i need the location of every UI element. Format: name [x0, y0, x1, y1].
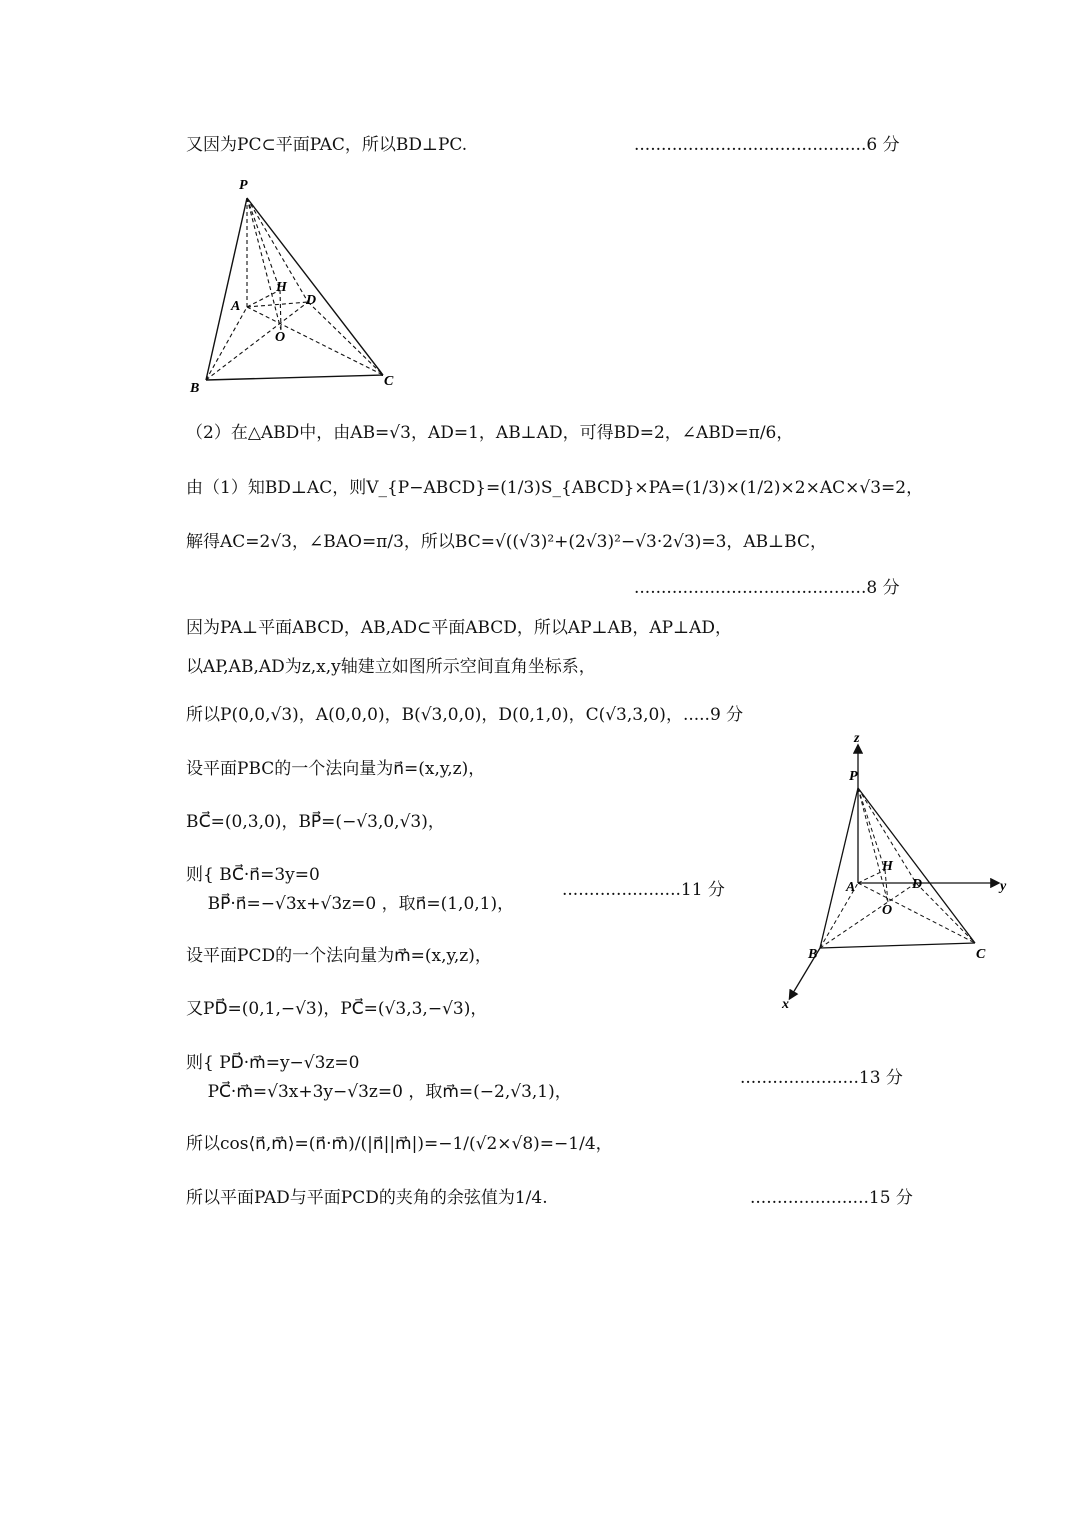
- text-line-3: 由（1）知BD⊥AC，则V_{P−ABCD}=(1/3)S_{ABCD}×PA=(1/3)×(1/2)×2×AC×√3=2，: [186, 478, 924, 498]
- text-line-5: 因为PA⊥平面ABCD，AB,AD⊂平面ABCD，所以AP⊥AB，AP⊥AD，: [186, 618, 732, 638]
- text-line-6: 以AP,AB,AD为z,x,y轴建立如图所示空间直角坐标系，: [186, 657, 596, 677]
- text-line-10b: BP⃗·n⃗=−√3x+√3z=0 ，取n⃗=(1,0,1)，: [186, 894, 515, 914]
- fig1-label-H: H: [276, 280, 287, 295]
- text-line-14: 所以cos⟨n⃗,m⃗⟩=(n⃗·m⃗)/(|n⃗||m⃗|)=−1/(√2×√8)=−1/4，: [186, 1134, 613, 1154]
- fig2-label-B: B: [808, 947, 818, 962]
- fig2-label-O: O: [882, 903, 893, 918]
- text-line-7: 所以P(0,0,√3)，A(0,0,0)，B(√3,0,0)，D(0,1,0)，C(√3,3,0)，.....9 分: [186, 705, 744, 725]
- fig1-label-C: C: [384, 374, 394, 389]
- fig2-label-x: x: [782, 997, 789, 1012]
- fig2-label-z: z: [854, 731, 860, 746]
- score-15: ......................15 分: [750, 1188, 913, 1208]
- text-line-8: 设平面PBC的一个法向量为n⃗=(x,y,z)，: [186, 759, 486, 779]
- fig2-label-D: D: [912, 877, 923, 892]
- text-line-13a: 则{ PD⃗·m⃗=y−√3z=0: [186, 1053, 360, 1073]
- text-line-9: BC⃗=(0,3,0)，BP⃗=(−√3,0,√3)，: [186, 812, 445, 832]
- text-line-11: 设平面PCD的一个法向量为m⃗=(x,y,z)，: [186, 946, 492, 966]
- fig1-label-P: P: [239, 178, 248, 193]
- pyramid-figure-2: [770, 728, 1030, 1018]
- score-13: ......................13 分: [740, 1068, 903, 1088]
- text-line-4: 解得AC=2√3，∠BAO=π/3，所以BC=√((√3)²+(2√3)²−√3·2√3)=3，AB⊥BC，: [186, 532, 827, 552]
- text-line-15: 所以平面PAD与平面PCD的夹角的余弦值为1/4.: [186, 1188, 548, 1208]
- text-line-13b: PC⃗·m⃗=√3x+3y−√3z=0 ，取m⃗=(−2,√3,1)，: [186, 1082, 572, 1102]
- fig1-label-A: A: [231, 299, 241, 314]
- score-8: ...........................................8 分: [634, 578, 900, 598]
- fig2-label-C: C: [976, 947, 986, 962]
- fig2-label-y: y: [1000, 879, 1007, 894]
- score-6: ...........................................6 分: [634, 135, 900, 155]
- pyramid-figure-1: [180, 170, 410, 400]
- text-line-1: 又因为PC⊂平面PAC，所以BD⊥PC.: [186, 135, 468, 155]
- text-line-10a: 则{ BC⃗·n⃗=3y=0: [186, 865, 320, 885]
- fig2-label-H: H: [882, 859, 893, 874]
- text-line-12: 又PD⃗=(0,1,−√3)，PC⃗=(√3,3,−√3)，: [186, 999, 488, 1019]
- fig2-label-A: A: [846, 880, 856, 895]
- score-11: ......................11 分: [562, 880, 725, 900]
- fig1-label-D: D: [306, 293, 317, 308]
- fig1-label-O: O: [275, 330, 286, 345]
- fig2-label-P: P: [849, 769, 858, 784]
- text-line-2: （2）在△ABD中，由AB=√3，AD=1，AB⊥AD，可得BD=2，∠ABD=π/6，: [186, 423, 794, 443]
- fig1-label-B: B: [190, 381, 200, 396]
